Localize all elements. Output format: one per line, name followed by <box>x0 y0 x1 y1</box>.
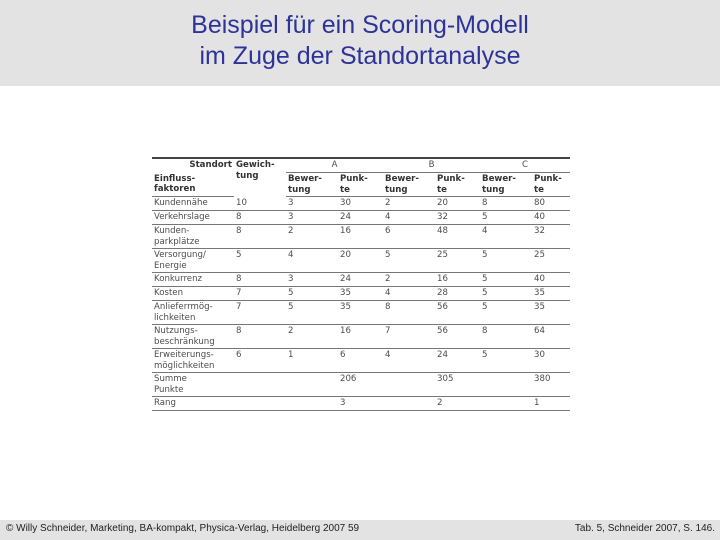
row-c-bewertung: 5 <box>480 249 532 273</box>
row-a-punkte: 30 <box>338 197 383 211</box>
row-weight: 5 <box>234 249 286 273</box>
row-weight: 10 <box>234 197 286 211</box>
row-factor: Erweiterungs- möglichkeiten <box>152 349 234 373</box>
row-a-bewertung: 2 <box>286 225 338 249</box>
slide-title <box>0 0 720 72</box>
row-b-bewertung: 5 <box>383 249 435 273</box>
header-a-bewertung: Bewer- tung <box>286 173 338 197</box>
title-line-2: im Zuge der Standortanalyse <box>199 42 521 70</box>
summe-b: 305 <box>435 373 480 397</box>
row-factor: Konkurrenz <box>152 273 234 287</box>
table-row <box>152 349 570 373</box>
table-row-rang <box>152 397 570 411</box>
table-row <box>152 225 570 249</box>
row-c-bewertung: 5 <box>480 273 532 287</box>
rang-a: 3 <box>338 397 383 411</box>
summe-label: Summe Punkte <box>152 373 234 397</box>
scoring-table <box>152 157 570 411</box>
table-row <box>152 211 570 225</box>
row-b-bewertung: 2 <box>383 197 435 211</box>
row-b-bewertung: 8 <box>383 301 435 325</box>
table-row <box>152 287 570 301</box>
row-a-punkte: 16 <box>338 225 383 249</box>
row-factor: Verkehrslage <box>152 211 234 225</box>
header-a-punkte: Punk- te <box>338 173 383 197</box>
row-c-punkte: 40 <box>532 211 570 225</box>
row-c-punkte: 25 <box>532 249 570 273</box>
row-b-bewertung: 4 <box>383 211 435 225</box>
row-a-bewertung: 1 <box>286 349 338 373</box>
header-group-c: C <box>480 158 570 173</box>
row-a-bewertung: 3 <box>286 211 338 225</box>
table-row <box>152 301 570 325</box>
header-c-bewertung: Bewer- tung <box>480 173 532 197</box>
header-b-bewertung: Bewer- tung <box>383 173 435 197</box>
table-header-row-2 <box>152 173 570 197</box>
row-b-punkte: 25 <box>435 249 480 273</box>
row-a-punkte: 24 <box>338 211 383 225</box>
row-b-punkte: 56 <box>435 325 480 349</box>
row-a-bewertung: 5 <box>286 287 338 301</box>
row-a-punkte: 6 <box>338 349 383 373</box>
row-weight: 8 <box>234 325 286 349</box>
header-group-b: B <box>383 158 480 173</box>
row-c-bewertung: 4 <box>480 225 532 249</box>
rang-c: 1 <box>532 397 570 411</box>
row-c-bewertung: 5 <box>480 301 532 325</box>
row-c-bewertung: 8 <box>480 197 532 211</box>
row-b-punkte: 32 <box>435 211 480 225</box>
row-weight: 7 <box>234 287 286 301</box>
header-c-punkte: Punk- te <box>532 173 570 197</box>
row-b-punkte: 24 <box>435 349 480 373</box>
row-c-bewertung: 8 <box>480 325 532 349</box>
header-standort: Standort <box>152 158 234 173</box>
row-c-punkte: 30 <box>532 349 570 373</box>
row-b-bewertung: 6 <box>383 225 435 249</box>
table-row <box>152 273 570 287</box>
row-c-bewertung: 5 <box>480 287 532 301</box>
table-row <box>152 197 570 211</box>
table-header-row-1 <box>152 158 570 173</box>
table-row <box>152 325 570 349</box>
row-weight: 8 <box>234 273 286 287</box>
row-weight: 8 <box>234 211 286 225</box>
slide-header <box>0 0 720 86</box>
row-weight: 7 <box>234 301 286 325</box>
row-b-punkte: 28 <box>435 287 480 301</box>
header-gewichtung: Gewich- tung <box>234 158 286 197</box>
row-weight: 8 <box>234 225 286 249</box>
row-c-punkte: 80 <box>532 197 570 211</box>
row-a-bewertung: 3 <box>286 273 338 287</box>
row-c-bewertung: 5 <box>480 211 532 225</box>
row-a-bewertung: 5 <box>286 301 338 325</box>
row-b-bewertung: 7 <box>383 325 435 349</box>
row-a-punkte: 16 <box>338 325 383 349</box>
row-b-bewertung: 4 <box>383 287 435 301</box>
row-b-bewertung: 4 <box>383 349 435 373</box>
row-c-punkte: 40 <box>532 273 570 287</box>
header-group-a: A <box>286 158 383 173</box>
summe-c: 380 <box>532 373 570 397</box>
row-weight: 6 <box>234 349 286 373</box>
row-factor: Kosten <box>152 287 234 301</box>
row-b-bewertung: 2 <box>383 273 435 287</box>
rang-label: Rang <box>152 397 234 411</box>
row-a-punkte: 35 <box>338 301 383 325</box>
row-a-bewertung: 4 <box>286 249 338 273</box>
row-b-punkte: 16 <box>435 273 480 287</box>
rang-b: 2 <box>435 397 480 411</box>
row-b-punkte: 48 <box>435 225 480 249</box>
row-c-punkte: 32 <box>532 225 570 249</box>
row-a-punkte: 20 <box>338 249 383 273</box>
row-factor: Kundennähe <box>152 197 234 211</box>
table-row-summe <box>152 373 570 397</box>
row-c-bewertung: 5 <box>480 349 532 373</box>
row-factor: Kunden- parkplätze <box>152 225 234 249</box>
summe-a: 206 <box>338 373 383 397</box>
slide-footer <box>0 520 720 540</box>
footer-source: Tab. 5, Schneider 2007, S. 146. <box>574 523 715 534</box>
row-a-punkte: 35 <box>338 287 383 301</box>
header-b-punkte: Punk- te <box>435 173 480 197</box>
title-line-1: Beispiel für ein Scoring-Modell <box>191 11 529 39</box>
row-c-punkte: 35 <box>532 301 570 325</box>
row-factor: Anlieferrmög- lichkeiten <box>152 301 234 325</box>
row-factor: Versorgung/ Energie <box>152 249 234 273</box>
row-b-punkte: 20 <box>435 197 480 211</box>
header-einflussfaktoren: Einfluss- faktoren <box>152 173 234 197</box>
row-c-punkte: 64 <box>532 325 570 349</box>
row-a-bewertung: 2 <box>286 325 338 349</box>
row-a-punkte: 24 <box>338 273 383 287</box>
table-row <box>152 249 570 273</box>
row-factor: Nutzungs- beschränkung <box>152 325 234 349</box>
footer-citation: © Willy Schneider, Marketing, BA-kompakt, Physica-Verlag, Heidelberg 2007 59 <box>6 523 360 534</box>
row-a-bewertung: 3 <box>286 197 338 211</box>
row-b-punkte: 56 <box>435 301 480 325</box>
row-c-punkte: 35 <box>532 287 570 301</box>
